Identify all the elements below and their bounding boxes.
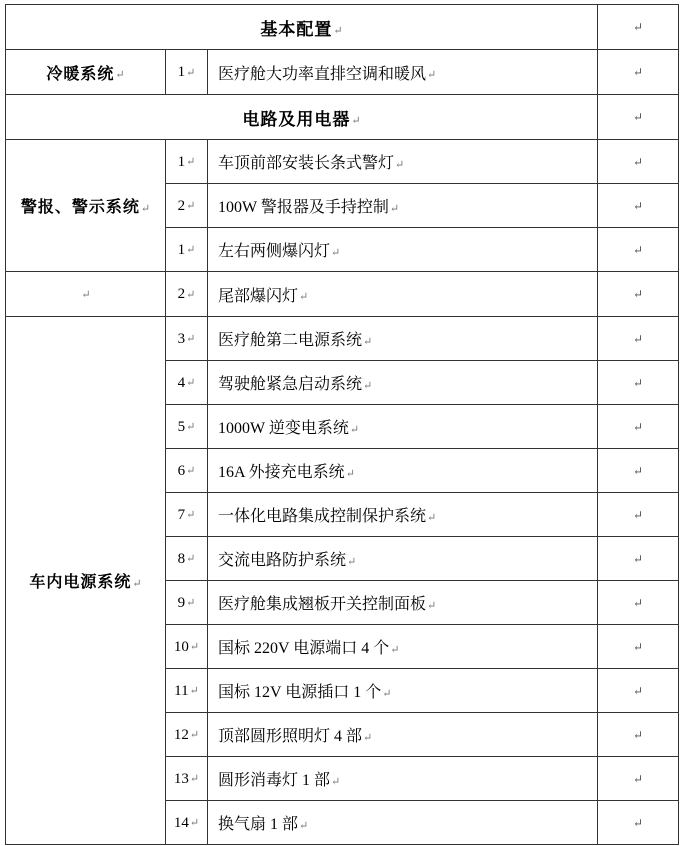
item-number-cell: [166, 405, 208, 449]
paragraph-mark-icon: ↵: [186, 156, 196, 169]
paragraph-mark-icon: ↵: [363, 335, 373, 348]
row-mark-cell: [598, 669, 679, 713]
table-section-header-row: [6, 5, 679, 50]
paragraph-mark-icon: ↵: [390, 643, 400, 656]
paragraph-mark-icon: ↵: [186, 465, 196, 478]
paragraph-mark-icon: ↵: [186, 553, 196, 566]
row-mark-cell: [598, 405, 679, 449]
item-number: 11: [174, 682, 189, 699]
item-number: 14: [173, 814, 189, 831]
paragraph-mark-icon: ↵: [347, 555, 357, 568]
paragraph-mark-icon: ↵: [427, 599, 437, 612]
row-mark-cell: [598, 493, 679, 537]
paragraph-mark-icon: ↵: [382, 687, 392, 700]
item-description-cell: [208, 757, 598, 801]
item-description: 换气扇 1 部: [218, 816, 299, 833]
paragraph-mark-icon: ↵: [632, 20, 644, 34]
paragraph-mark-icon: ↵: [632, 771, 644, 786]
paragraph-mark-icon: ↵: [632, 639, 644, 654]
item-description-cell: [208, 140, 598, 184]
item-number-cell: [166, 50, 208, 95]
paragraph-mark-icon: ↵: [189, 817, 200, 830]
category-cell: [6, 50, 166, 95]
item-description-cell: [208, 625, 598, 669]
category-cell: [6, 140, 166, 272]
row-mark-cell: [598, 50, 679, 95]
item-description-cell: [208, 493, 598, 537]
item-description: 交流电路防护系统: [218, 552, 347, 569]
category-label: 冷暖系统: [46, 65, 115, 83]
item-description-cell: [208, 581, 598, 625]
item-number-cell: [166, 361, 208, 405]
item-description: 左右两侧爆闪灯: [218, 243, 331, 260]
item-number-cell: [166, 713, 208, 757]
item-description: 车顶前部安装长条式警灯: [218, 155, 395, 172]
row-mark-cell: [598, 625, 679, 669]
category-label: 车内电源系统: [29, 574, 132, 591]
row-mark-cell: [598, 361, 679, 405]
item-number: 12: [173, 726, 189, 743]
paragraph-mark-icon: ↵: [632, 419, 644, 434]
item-description-cell: [208, 317, 598, 361]
paragraph-mark-icon: ↵: [632, 683, 644, 698]
item-number: 3: [177, 330, 186, 347]
paragraph-mark-icon: ↵: [186, 333, 196, 346]
item-number: 2: [177, 197, 186, 214]
paragraph-mark-icon: ↵: [632, 110, 644, 124]
row-mark-cell: [598, 757, 679, 801]
category-cell: [6, 272, 166, 317]
paragraph-mark-icon: ↵: [186, 66, 196, 79]
item-number: 13: [173, 770, 189, 787]
paragraph-mark-icon: ↵: [186, 421, 196, 434]
paragraph-mark-icon: ↵: [186, 200, 196, 213]
item-description: 一体化电路集成控制保护系统: [218, 508, 427, 525]
paragraph-mark-icon: ↵: [299, 291, 309, 304]
section-title: 电路及用电器: [242, 109, 351, 129]
paragraph-mark-icon: ↵: [427, 511, 437, 524]
item-description-cell: [208, 272, 598, 317]
paragraph-mark-icon: ↵: [186, 509, 196, 522]
item-number-cell: [166, 228, 208, 272]
item-number: 1: [177, 64, 186, 80]
paragraph-mark-icon: ↵: [632, 242, 644, 257]
paragraph-mark-icon: ↵: [345, 467, 355, 480]
row-mark-cell: [598, 317, 679, 361]
item-number: 1: [177, 241, 186, 258]
paragraph-mark-icon: ↵: [632, 154, 644, 169]
item-number: 6: [177, 462, 186, 479]
paragraph-mark-icon: ↵: [363, 731, 373, 744]
item-number-cell: [166, 140, 208, 184]
row-mark-cell: [598, 537, 679, 581]
paragraph-mark-icon: ↵: [115, 69, 125, 82]
item-description: 国标 12V 电源插口 1 个: [218, 684, 382, 701]
item-number: 10: [173, 638, 189, 655]
row-mark-cell: [598, 272, 679, 317]
paragraph-mark-icon: ↵: [632, 727, 644, 742]
item-number-cell: [166, 625, 208, 669]
paragraph-mark-icon: ↵: [333, 25, 343, 38]
row-mark-cell: [598, 228, 679, 272]
paragraph-mark-icon: ↵: [186, 244, 196, 257]
item-description: 医疗舱集成翘板开关控制面板: [218, 596, 427, 613]
item-number: 1: [177, 153, 186, 170]
item-description-cell: [208, 669, 598, 713]
paragraph-mark-icon: ↵: [299, 819, 309, 832]
section-title-cell: [6, 95, 598, 140]
item-description: 100W 警报器及手持控制: [218, 199, 389, 216]
item-number-cell: [166, 272, 208, 317]
item-number-cell: [166, 184, 208, 228]
category-label: 警报、警示系统: [20, 199, 140, 216]
item-description-cell: [208, 184, 598, 228]
item-number-cell: [166, 449, 208, 493]
item-number: 7: [177, 506, 186, 523]
section-title-cell: [6, 5, 598, 50]
item-description-cell: [208, 361, 598, 405]
item-description: 1000W 逆变电系统: [218, 420, 349, 437]
row-mark-cell: [598, 184, 679, 228]
item-number-cell: [166, 801, 208, 845]
paragraph-mark-icon: ↵: [189, 641, 200, 654]
item-number: 5: [177, 418, 186, 435]
paragraph-mark-icon: ↵: [632, 287, 644, 301]
paragraph-mark-icon: ↵: [189, 773, 200, 786]
row-mark-cell: [598, 449, 679, 493]
row-mark-cell: [598, 140, 679, 184]
paragraph-mark-icon: ↵: [632, 463, 644, 478]
item-description-cell: [208, 405, 598, 449]
table-row: [6, 140, 679, 184]
item-number: 4: [177, 374, 186, 391]
item-description: 驾驶舱紧急启动系统: [218, 376, 363, 393]
item-description: 圆形消毒灯 1 部: [218, 772, 331, 789]
paragraph-mark-icon: ↵: [363, 379, 373, 392]
category-cell: [6, 317, 166, 845]
paragraph-mark-icon: ↵: [349, 423, 360, 436]
table-row: [6, 317, 679, 361]
item-number-cell: [166, 669, 208, 713]
item-description-cell: [208, 449, 598, 493]
section-mark-cell: [598, 5, 679, 50]
paragraph-mark-icon: ↵: [331, 775, 341, 788]
paragraph-mark-icon: ↵: [389, 202, 400, 215]
item-number-cell: [166, 317, 208, 361]
row-mark-cell: [598, 581, 679, 625]
paragraph-mark-icon: ↵: [632, 331, 644, 346]
paragraph-mark-icon: ↵: [189, 729, 200, 742]
paragraph-mark-icon: ↵: [632, 198, 644, 213]
item-description: 医疗舱大功率直排空调和暖风: [218, 65, 427, 83]
paragraph-mark-icon: ↵: [632, 507, 644, 522]
item-description: 尾部爆闪灯: [218, 287, 299, 305]
item-description: 国标 220V 电源端口 4 个: [218, 640, 390, 657]
paragraph-mark-icon: ↵: [632, 815, 644, 830]
item-number: 9: [177, 594, 186, 611]
paragraph-mark-icon: ↵: [427, 69, 437, 82]
row-mark-cell: [598, 713, 679, 757]
paragraph-mark-icon: ↵: [132, 577, 142, 590]
item-description: 医疗舱第二电源系统: [218, 332, 363, 349]
paragraph-mark-icon: ↵: [81, 288, 91, 301]
paragraph-mark-icon: ↵: [186, 288, 196, 301]
section-mark-cell: [598, 95, 679, 140]
item-number-cell: [166, 757, 208, 801]
item-number: 2: [177, 286, 186, 302]
item-description-cell: [208, 537, 598, 581]
table-row: [6, 272, 679, 317]
item-description-cell: [208, 228, 598, 272]
item-number: 8: [177, 550, 186, 567]
item-number-cell: [166, 493, 208, 537]
paragraph-mark-icon: ↵: [186, 597, 196, 610]
paragraph-mark-icon: ↵: [331, 246, 341, 259]
item-description: 顶部圆形照明灯 4 部: [218, 728, 363, 745]
table-row: [6, 50, 679, 95]
specification-table: [5, 4, 679, 845]
item-number-cell: [166, 581, 208, 625]
item-description-cell: [208, 801, 598, 845]
item-description-cell: [208, 50, 598, 95]
paragraph-mark-icon: ↵: [395, 158, 405, 171]
paragraph-mark-icon: ↵: [351, 115, 361, 128]
section-title: 基本配置: [260, 19, 333, 39]
row-mark-cell: [598, 801, 679, 845]
paragraph-mark-icon: ↵: [632, 551, 644, 566]
table-section-header-row: [6, 95, 679, 140]
paragraph-mark-icon: ↵: [632, 65, 644, 79]
paragraph-mark-icon: ↵: [632, 375, 644, 390]
paragraph-mark-icon: ↵: [140, 202, 151, 215]
paragraph-mark-icon: ↵: [186, 377, 196, 390]
item-description: 16A 外接充电系统: [218, 464, 345, 481]
item-description-cell: [208, 713, 598, 757]
paragraph-mark-icon: ↵: [632, 595, 644, 610]
paragraph-mark-icon: ↵: [189, 685, 199, 698]
item-number-cell: [166, 537, 208, 581]
